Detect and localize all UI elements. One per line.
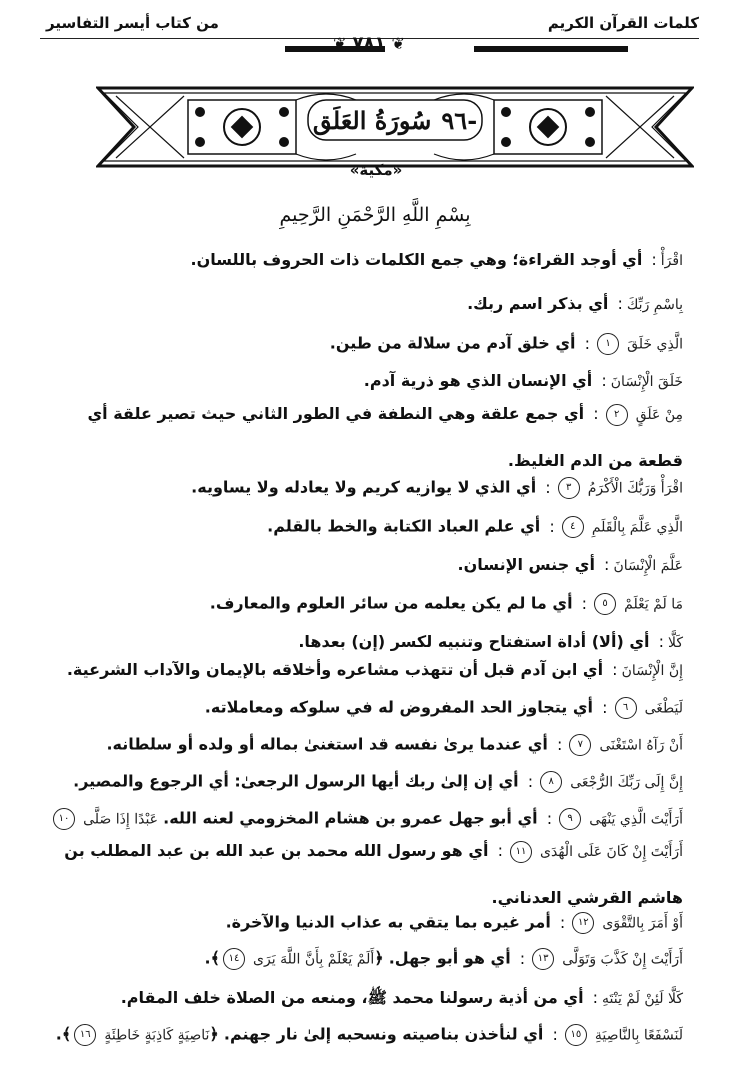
glossary-entry: أَرَأَيْتَ الَّذِي يَنْهَى ٩: أي أبو جهل عمرو بن هشام المخزومي لعنه الله. عَبْدًا إِذَا صَلَّى ١٠ [40, 808, 683, 830]
quran-term: إِنَّ الْإِنْسَانَ [621, 663, 683, 679]
quran-term: الَّذِي خَلَقَ [627, 336, 683, 353]
definition: أي (ألا) أداة استفتاح وتنبيه لكسر (إن) بعدها. [298, 632, 650, 651]
glossary-entry: لَنَسْفَعًا بِالنَّاصِيَةِ ١٥: أي لنأخذن بناصيته ونسحبه إلىٰ نار جهنم. ﴿نَاصِيَةٍ كَاذِبَةٍ خَاطِئَةٍ ١٦﴾. [40, 1024, 683, 1046]
ayah-number-marker: ١٢ [572, 912, 594, 934]
glossary-entry: كَلَّا لَئِنْ لَمْ يَنْتَهِ: أي من أذية رسولنا محمد ﷺ، ومنعه من الصلاة خلف المقام. [120, 988, 683, 1007]
definition: أي جنس الإنسان. [457, 555, 595, 574]
header-bar-right [474, 46, 628, 52]
definition: أي علم العباد الكتابة والخط بالقلم. [267, 516, 541, 536]
ayah-number-marker: ٢ [606, 404, 628, 426]
glossary-entry: لَيَطْغَى ٦: أي يتجاوز الحد المفروض له في سلوكه ومعاملاته. [40, 697, 683, 719]
basmala: بِسْمِ اللَّهِ الرَّحْمَنِ الرَّحِيمِ [279, 204, 471, 226]
ornament-icon: ❦ [391, 33, 405, 53]
quran-quote: أَلَمْ يَعْلَمْ بِأَنَّ اللَّهَ يَرَى [253, 951, 375, 968]
page-number: ٧٨١ [352, 32, 386, 54]
ayah-number-marker: ١٦ [74, 1024, 96, 1046]
ayah-number-marker: ٩ [559, 808, 581, 830]
glossary-entry: خَلَقَ الْإِنْسَانَ: أي الإنسان الذي هو ذرية آدم. [363, 371, 683, 390]
surah-title [308, 100, 482, 140]
glossary-entry: أَرَأَيْتَ إِنْ كَانَ عَلَى الْهُدَى ١١: أي هو رسول الله محمد بن عبد الله بن عبد المطلب بن هاشم القرشي العدناني. [64, 841, 683, 907]
quran-term: بِاسْمِ رَبِّكَ [626, 297, 683, 313]
glossary-entry: اقْرَأْ وَرَبُّكَ الْأَكْرَمُ ٣: أي الذي لا يوازيه كريم ولا يعادله ولا يساويه. [40, 477, 683, 499]
quran-term: اقْرَأْ وَرَبُّكَ الْأَكْرَمُ [587, 480, 683, 497]
ayah-number-marker: ٣ [558, 477, 580, 499]
surah-name: سُورَةُ العَلَق [312, 105, 432, 135]
ayah-number-marker: ٥ [594, 593, 616, 615]
quran-term: أَوْ أَمَرَ بِالتَّقْوَى [602, 915, 683, 932]
definition: أي هو رسول الله محمد بن عبد الله بن عبد المطلب بن هاشم القرشي العدناني. [64, 841, 683, 907]
glossary-entry: أَنْ رَآهُ اسْتَغْنَى ٧: أي عندما يرىٰ نفسه قد استغنىٰ بماله أو ولده أو سلطانه. [40, 734, 683, 756]
glossary-entry: الَّذِي خَلَقَ ١: أي خلق آدم من سلالة من طين. [40, 333, 683, 355]
ayah-number-marker: ٦ [615, 697, 637, 719]
quran-term: مَا لَمْ يَعْلَمْ [624, 596, 683, 613]
quran-term: عَلَّمَ الْإِنْسَانَ [613, 558, 683, 574]
glossary-entry: إِنَّ إِلَى رَبِّكَ الرُّجْعَى ٨: أي إن إلىٰ ربك أيها الرسول الرجعىٰ: أي الرجوع والمصير. [40, 771, 683, 793]
definition: أي أوجد القراءة؛ وهي جمع الكلمات ذات الحروف باللسان. [190, 250, 643, 269]
glossary-entry: مِنْ عَلَقٍ ٢: أي جمع علقة وهي النطفة في الطور الثاني حيث تصير علقة أي قطعة من الدم الغليظ. [87, 404, 683, 470]
surah-type: «مكية» [349, 161, 403, 179]
glossary-entry: عَلَّمَ الْإِنْسَانَ: أي جنس الإنسان. [457, 555, 683, 574]
glossary-entry: أَوْ أَمَرَ بِالتَّقْوَى ١٢: أمر غيره بما يتقي به عذاب الدنيا والآخرة. [40, 912, 683, 934]
glossary-entry: الَّذِي عَلَّمَ بِالْقَلَمِ ٤: أي علم العباد الكتابة والخط بالقلم. [40, 516, 683, 538]
ayah-number-marker: ٤ [562, 516, 584, 538]
quran-term: مِنْ عَلَقٍ [635, 407, 683, 423]
quran-term: أَنْ رَآهُ اسْتَغْنَى [599, 737, 683, 754]
ayah-number-marker: ٧ [569, 734, 591, 756]
quran-term: الَّذِي عَلَّمَ بِالْقَلَمِ [591, 519, 683, 536]
definition: أي أبو جهل عمرو بن هشام المخزومي لعنه الله. [163, 808, 538, 828]
quran-term: لَيَطْغَى [644, 700, 683, 717]
page-number-box [284, 30, 454, 56]
quran-term: عَبْدًا إِذَا صَلَّى [83, 811, 159, 828]
surah-number: -٩٦ [441, 105, 478, 135]
definition: أي خلق آدم من سلالة من طين. [329, 333, 576, 353]
definition: أي الذي لا يوازيه كريم ولا يعادله ولا يساويه. [191, 477, 537, 497]
quran-term: أَرَأَيْتَ إِنْ كَذَّبَ وَتَوَلَّى [562, 951, 683, 968]
quran-term: أَرَأَيْتَ الَّذِي يَنْهَى [589, 811, 683, 828]
glossary-entry: اقْرَأْ: أي أوجد القراءة؛ وهي جمع الكلمات ذات الحروف باللسان. [190, 250, 683, 269]
definition: أي الإنسان الذي هو ذرية آدم. [363, 371, 593, 390]
quran-term: خَلَقَ الْإِنْسَانَ [610, 374, 683, 390]
quran-term: أَرَأَيْتَ إِنْ كَانَ عَلَى الْهُدَى [540, 844, 683, 860]
quran-quote: نَاصِيَةٍ كَاذِبَةٍ خَاطِئَةٍ [104, 1027, 210, 1044]
ayah-number-marker: ١٠ [53, 808, 75, 830]
book-title: كلمات القرآن الكريم [547, 14, 699, 32]
definition: أمر غيره بما يتقي به عذاب الدنيا والآخرة. [225, 912, 551, 932]
definition: أي لنأخذن بناصيته ونسحبه إلىٰ نار جهنم. [223, 1024, 544, 1044]
definition: أي عندما يرىٰ نفسه قد استغنىٰ بماله أو ولده أو سلطانه. [106, 734, 548, 754]
ayah-number-marker: ٨ [540, 771, 562, 793]
glossary-entry: إِنَّ الْإِنْسَانَ: أي ابن آدم قبل أن تتهذب مشاعره وأخلاقه بالإيمان والآداب الشرعية. [66, 660, 683, 679]
definition: أي جمع علقة وهي النطفة في الطور الثاني حيث تصير علقة أي قطعة من الدم الغليظ. [87, 404, 683, 470]
quran-term: اقْرَأْ [660, 253, 683, 269]
quran-term: إِنَّ إِلَى رَبِّكَ الرُّجْعَى [570, 774, 683, 791]
quran-term: كَلَّا [667, 635, 683, 651]
glossary-entry: أَرَأَيْتَ إِنْ كَذَّبَ وَتَوَلَّى ١٣: أي هو أبو جهل. ﴿أَلَمْ يَعْلَمْ بِأَنَّ اللَّهَ يَرَى ١٤﴾. [40, 948, 683, 970]
definition: أي ابن آدم قبل أن تتهذب مشاعره وأخلاقه بالإيمان والآداب الشرعية. [66, 660, 604, 679]
surah-banner [96, 86, 694, 168]
definition: أي يتجاوز الحد المفروض له في سلوكه ومعاملاته. [204, 697, 594, 717]
quran-term: كَلَّا لَئِنْ لَمْ يَنْتَهِ [602, 991, 683, 1007]
glossary-entry: مَا لَمْ يَعْلَمْ ٥: أي ما لم يكن يعلمه من سائر العلوم والمعارف. [40, 593, 683, 615]
definition: أي بذكر اسم ربك. [467, 294, 609, 313]
ayah-number-marker: ١٥ [565, 1024, 587, 1046]
definition: أي إن إلىٰ ربك أيها الرسول الرجعىٰ: أي الرجوع والمصير. [73, 771, 519, 791]
glossary-entry: بِاسْمِ رَبِّكَ: أي بذكر اسم ربك. [467, 294, 683, 313]
definition: أي هو أبو جهل. [388, 948, 511, 968]
quran-term: لَنَسْفَعًا بِالنَّاصِيَةِ [594, 1027, 683, 1044]
definition: أي ما لم يكن يعلمه من سائر العلوم والمعارف. [209, 593, 573, 613]
source-title: من كتاب أيسر التفاسير [46, 14, 219, 32]
ayah-number-marker: ١٤ [223, 948, 245, 970]
ayah-number-marker: ١٣ [532, 948, 554, 970]
ayah-number-marker: ١١ [510, 841, 532, 863]
ornament-icon: ❦ [333, 33, 347, 53]
definition: أي من أذية رسولنا محمد ﷺ، ومنعه من الصلاة خلف المقام. [120, 988, 584, 1007]
glossary-entry: كَلَّا: أي (ألا) أداة استفتاح وتنبيه لكسر (إن) بعدها. [298, 632, 683, 651]
ayah-number-marker: ١ [597, 333, 619, 355]
